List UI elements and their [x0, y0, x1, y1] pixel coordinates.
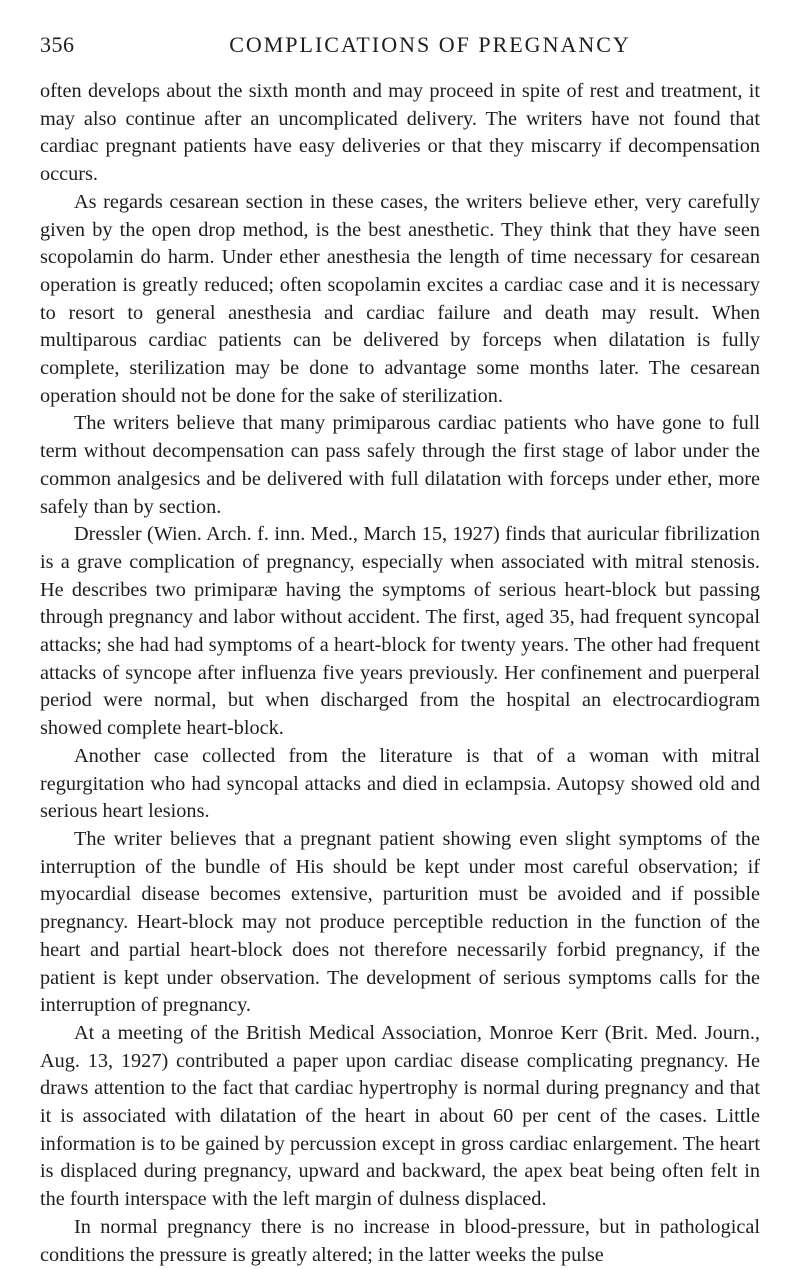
paragraph: In normal pregnancy there is no increase in blood-pressure, but in pathological conditions the pressure is greatly altered; in the latter weeks the pulse: [40, 1215, 760, 1266]
paragraph: At a meeting of the British Medical Association, Monroe Kerr (Brit. Med. Journ., Aug. 13, 1927) contributed a paper upon cardiac disease complicating pregnancy. He draws attention to the fact that cardiac hypertrophy is normal during pregnancy and that it is associated with dilatation of the heart in about 60 per cent of the cases. Little information is to be gained by percussion except in gross cardiac enlargement. The heart is displaced during pregnancy, upward and backward, the apex beat being often felt in the fourth interspace with the left margin of dulness displaced.: [40, 1021, 760, 1211]
paragraph: Dressler (Wien. Arch. f. inn. Med., March 15, 1927) finds that auricular fibrilization is a grave complication of pregnancy, especially when associated with mitral stenosis. He describes two primiparæ having the symptoms of serious heart-block but passing through pregnancy and labor without accident. The first, aged 35, had frequent syncopal attacks; she had had symptoms of a heart-block for twenty years. The other had frequent attacks of syncope after influenza five years previously. Her confinement and puerperal period were normal, but when discharged from the hospital an electrocardiogram showed complete heart-block.: [40, 523, 760, 740]
running-head: COMPLICATIONS OF PREGNANCY: [229, 32, 631, 57]
paragraph: The writers believe that many primiparous cardiac patients who have gone to full term without decompensation can pass safely through the first stage of labor under the common analgesics and be delivered with full dilatation with forceps under ether, more safely than by section.: [40, 412, 760, 518]
paragraph: often develops about the sixth month and may proceed in spite of rest and treatment, it may also continue after an uncomplicated delivery. The writers have not found that cardiac pregnant patients have easy deliveries or that they miscarry if decompensation occurs.: [40, 80, 760, 186]
paragraph: As regards cesarean section in these cases, the writers believe ether, very carefully given by the open drop method, is the best anesthetic. They think that they have seen scopolamin do harm. Under ether anesthesia the length of time necessary for cesarean operation is greatly reduced; often scopolamin excites a cardiac case and it is necessary to resort to general anesthesia and cardiac failure and death may result. When multiparous cardiac patients can be delivered by forceps when dilatation is fully complete, sterilization may be done to advantage some months later. The cesarean operation should not be done for the sake of sterilization.: [40, 190, 760, 407]
page-number: 356: [40, 32, 75, 57]
paragraph: Another case collected from the literature is that of a woman with mitral regurgitation who had syncopal attacks and died in eclampsia. Autopsy showed old and serious heart lesions.: [40, 744, 760, 823]
body-text: [40, 78, 760, 1269]
paragraph: The writer believes that a pregnant patient showing even slight symptoms of the interruption of the bundle of His should be kept under most careful observation; if myocardial disease becomes extensive, parturition must be avoided and if possible pregnancy. Heart-block may not produce perceptible reduction in the function of the heart and partial heart-block does not therefore necessarily forbid pregnancy, if the patient is kept under observation. The development of serious symptoms calls for the interruption of pregnancy.: [40, 827, 760, 1017]
page-header: [40, 32, 760, 66]
